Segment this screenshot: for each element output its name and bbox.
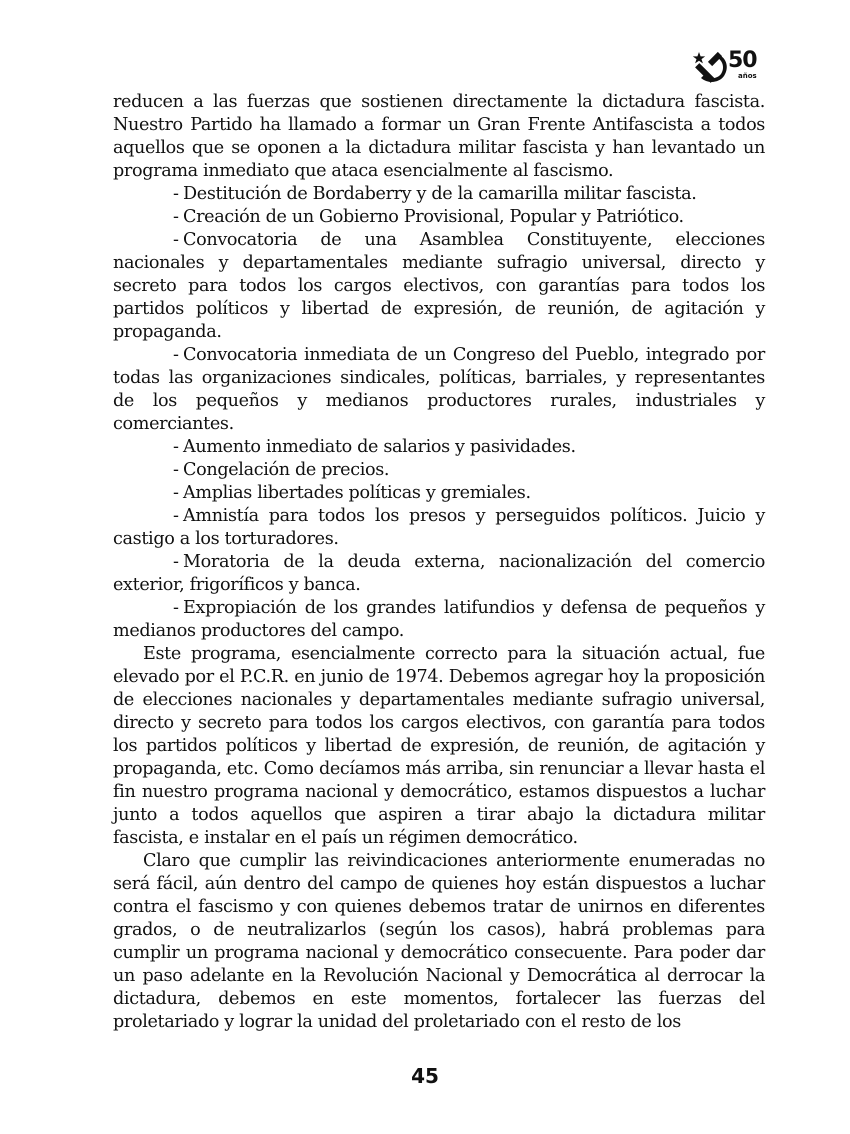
list-dash: - [173, 483, 179, 503]
list-item-text: Convocatoria inmediata de un Congreso del Pueblo, integrado por todas las organizaciones sindicales, políticas, barriales, y representantes de los pequeños y medianos productores rurales, industriales y comerciantes. [113, 345, 765, 434]
paragraph: Este programa, esencialmente correcto para la situación actual, fue elevado por el P.C.R. en junio de 1974. Debemos agregar hoy la proposición de elecciones nacionales y departamentales mediante sufragio universal, directo y secreto para todos los cargos electivos, con garantía para todos los partidos políticos y libertad de expresión, de reunión, de agitación y propaganda, etc. Como decíamos más arriba, sin renunciar a llevar hasta el fin nuestro programa nacional y democrático, estamos dispuestos a luchar junto a todos aquellos que aspiren a tirar abajo la dictadura militar fascista, e instalar en el país un régimen democrático. [113, 644, 765, 848]
logo-number: 50 [728, 48, 757, 73]
list-item [113, 183, 765, 206]
list-item [113, 482, 765, 505]
list-item-text: Congelación de precios. [183, 460, 390, 480]
list-dash: - [173, 207, 179, 227]
list-dash: - [173, 230, 179, 250]
list-item [113, 459, 765, 482]
list-item-text: Creación de un Gobierno Provisional, Popular y Patriótico. [183, 207, 684, 227]
list-dash: - [173, 437, 179, 457]
list-item-text: Aumento inmediato de salarios y pasividades. [183, 437, 576, 457]
logo-subtext: años [738, 72, 757, 80]
list-dash: - [173, 345, 179, 365]
list-item [113, 436, 765, 459]
list-item-text: Destitución de Bordaberry y de la camarilla militar fascista. [183, 184, 697, 204]
page-number: 45 [411, 1064, 439, 1088]
list-dash: - [173, 552, 179, 572]
list-dash: - [173, 460, 179, 480]
anniversary-logo [692, 50, 766, 86]
paragraph: reducen a las fuerzas que sostienen directamente la dictadura fascista. Nuestro Partido ha llamado a formar un Gran Frente Antifascista a todos aquellos que se oponen a la dictadura militar fascista y han levantado un programa inmediato que ataca esencialmente al fascismo. [113, 92, 765, 181]
list-item-text: Expropiación de los grandes latifundios y defensa de pequeños y medianos productores del campo. [113, 598, 765, 641]
list-item-text: Moratoria de la deuda externa, nacionalización del comercio exterior, frigoríficos y banca. [113, 552, 765, 595]
list-item-text: Amplias libertades políticas y gremiales. [183, 483, 531, 503]
list-item [113, 597, 765, 643]
list-dash: - [173, 184, 179, 204]
list-item [113, 551, 765, 597]
hammer-sickle-star-icon [692, 50, 732, 86]
body-text [113, 91, 765, 1034]
paragraph: Claro que cumplir las reivindicaciones anteriormente enumeradas no será fácil, aún dentro del campo de quienes hoy están dispuestos a luchar contra el fascismo y con quienes debemos tratar de unirnos en diferentes grados, o de neutralizarlos (según los casos), habrá problemas para cumplir un programa nacional y democrático consecuente. Para poder dar un paso adelante en la Revolución Nacional y Democrática al derrocar la dictadura, debemos en este momentos, fortalecer las fuerzas del proletariado y lograr la unidad del proletariado con el resto de los [113, 851, 765, 1032]
list-dash: - [173, 506, 179, 526]
list-item [113, 344, 765, 436]
list-item-text: Amnistía para todos los presos y perseguidos políticos. Juicio y castigo a los torturadores. [113, 506, 765, 549]
list-item [113, 229, 765, 344]
list-dash: - [173, 598, 179, 618]
list-item [113, 206, 765, 229]
list-item [113, 505, 765, 551]
list-item-text: Convocatoria de una Asamblea Constituyente, elecciones nacionales y departamentales mediante sufragio universal, directo y secreto para todos los cargos electivos, con garantías para todos los partidos políticos y libertad de expresión, de reunión, de agitación y propaganda. [113, 230, 765, 342]
